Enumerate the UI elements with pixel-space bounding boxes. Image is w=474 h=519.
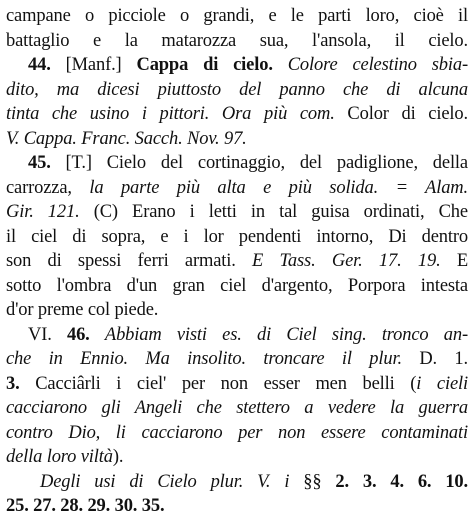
text-span: 3. xyxy=(6,373,20,394)
text-span: d'or preme col piede. xyxy=(6,300,159,320)
text-line xyxy=(6,78,468,103)
text-span: son di spessi ferri armati. xyxy=(6,251,253,271)
text-line xyxy=(6,29,468,54)
text-line xyxy=(6,445,468,470)
text-span: Colore celestino sbia- xyxy=(287,55,468,75)
text-line xyxy=(6,396,468,421)
text-line xyxy=(6,249,468,274)
entry-text-block xyxy=(6,4,468,519)
text-span: E xyxy=(440,251,468,271)
text-line xyxy=(6,494,468,519)
text-span: 44. xyxy=(28,55,51,75)
text-span: V. Cappa. Franc. Sacch. Nov. 97. xyxy=(6,128,247,149)
text-span: ). xyxy=(112,447,124,467)
text-span: Color di cielo. xyxy=(334,104,468,124)
text-line xyxy=(6,151,468,176)
text-span: (C) Erano i letti in tal guisa ordinati, Che xyxy=(79,202,468,222)
text-span: [Manf.] xyxy=(50,55,137,75)
text-span: Abbiam visti es. di Ciel sing. tronco an- xyxy=(104,324,468,345)
text-span: VI. xyxy=(28,324,67,345)
text-span: tinta che usino i pittori. Ora più com. xyxy=(6,104,335,124)
text-span: cacciarono gli Angeli che stettero a vedere la guerra xyxy=(6,398,468,418)
text-span: carrozza, xyxy=(6,177,90,198)
text-span: battaglio e la matarozza sua, l'ansola, il cielo. xyxy=(6,30,468,51)
text-line xyxy=(6,421,468,446)
text-line xyxy=(6,4,468,29)
text-span: Degli usi di Cielo plur. V. i xyxy=(40,471,290,492)
text-line xyxy=(6,53,468,78)
text-span: la parte più alta e più solida. = Alam. xyxy=(89,177,468,198)
text-line xyxy=(6,200,468,225)
text-span: E Tass. Ger. 17. 19. xyxy=(252,251,441,271)
text-span: sotto l'ombra d'un gran ciel d'argento, Porpora intesta xyxy=(6,275,468,296)
text-span: della loro viltà xyxy=(6,447,113,467)
text-span: contro Dio, li cacciarono per non essere contaminati xyxy=(6,422,468,443)
text-span: D. 1. xyxy=(401,349,468,369)
text-span: 45. xyxy=(28,153,51,173)
text-span: dito, ma dicesi piuttosto del panno che di alcuna xyxy=(6,79,468,100)
text-span xyxy=(90,325,105,345)
text-line xyxy=(6,225,468,250)
text-span: il ciel di sopra, e i lor pendenti intorno, Di dentro xyxy=(6,226,468,247)
text-span: campane o picciole o grandi, e le parti loro, cioè il xyxy=(6,6,468,26)
text-line xyxy=(6,372,468,397)
text-line xyxy=(6,127,468,152)
text-span: [T.] Cielo del cortinaggio, del padiglione, della xyxy=(50,153,468,173)
text-line xyxy=(6,347,468,372)
text-span: i cieli xyxy=(416,373,468,394)
text-span xyxy=(273,55,288,75)
text-line xyxy=(6,470,468,495)
text-span: 25. 27. 28. 29. 30. 35. xyxy=(6,496,165,516)
text-line xyxy=(6,274,468,299)
text-line xyxy=(6,176,468,201)
text-span: 46. xyxy=(66,324,90,345)
text-line xyxy=(6,298,468,323)
text-line xyxy=(6,323,468,348)
text-span: che in Ennio. Ma insolito. troncare il plur. xyxy=(6,349,402,369)
text-span: Cacciârli i ciel' per non esser men belli ( xyxy=(19,373,417,394)
text-span: Gir. 121. xyxy=(6,202,80,222)
text-span: 2. 3. 4. 6. 10. xyxy=(335,471,468,492)
text-span: §§ xyxy=(289,471,336,492)
text-line xyxy=(6,102,468,127)
text-span: Cappa di cielo. xyxy=(136,55,273,75)
